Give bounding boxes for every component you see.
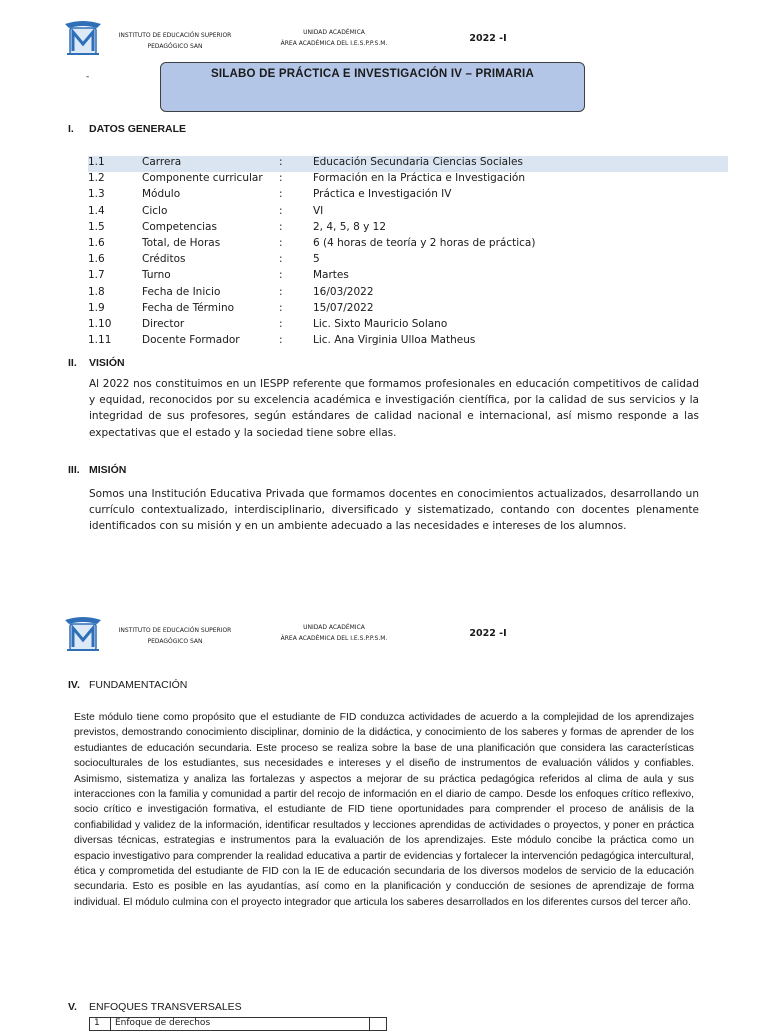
item-colon: : — [279, 220, 283, 233]
list-item — [88, 205, 728, 221]
section-title: VISIÓN — [89, 357, 125, 369]
mision-paragraph: Somos una Institución Educativa Privada que formamos docentes en conocimientos actualizados, desarrollando un currículo contextualizado, interdisciplinario, diversificado y sistematizado, contando con docentes plenamente identificados con su misión y en un ambiente adecuado a las necesidades e intereses de los alumnos. — [89, 488, 699, 533]
institute-logo-icon — [63, 20, 103, 58]
item-value: Formación en la Práctica e Investigación — [313, 172, 525, 185]
unit-line-1: UNIDAD ACADÉMICA — [303, 29, 365, 36]
institute-line-2: PEDAGÓGICO SAN — [147, 638, 203, 645]
list-item — [88, 156, 728, 172]
table-row — [90, 1018, 387, 1031]
list-item — [88, 286, 728, 302]
institute-line-1: INSTITUTO DE EDUCACIÓN SUPERIOR — [118, 627, 232, 634]
item-label: Director — [142, 317, 185, 330]
list-item — [88, 253, 728, 269]
enfoque-extra-cell — [370, 1018, 387, 1031]
item-label: Docente Formador — [142, 334, 240, 347]
item-label: Componente curricular — [142, 172, 263, 185]
vision-paragraph: Al 2022 nos constituimos en un IESPP referente que formamos profesionales en educación competitivos de calidad y equidad, reconocidos por su excelencia académica e investigación científica, por la calidad de sus servicios y la integridad de sus profesores, según estándares de calidad nacional e internacional, así mismo responde a las expectativas que el estado y la sociedad tiene sobre ellas. — [89, 378, 699, 439]
item-colon: : — [279, 285, 283, 298]
item-label: Créditos — [142, 253, 186, 266]
section-heading-vision — [68, 357, 125, 369]
fundamentacion-paragraph: Este módulo tiene como propósito que el estudiante de FID conduzca actividades de acuerdo a la complejidad de los aprendizajes previstos, demostrando conocimiento disciplinar, dominio de la didáctica, y conocimiento de los saberes y formas de aprender de los estudiantes de educación secundaria. Este proceso se realiza sobre la base de una planificación que considera las características socioculturales de los estudiantes, sus necesidades e intereses y el diseño de instrumentos de evaluación válidos y confiables. Asimismo, sistematiza y analiza las fortalezas y aspectos a mejorar de su práctica pedagógica referidos al clima de aula y sus interacciones con la familia y comunidad a partir del recojo de información en el diario de campo. Desde los enfoques crítico reflexivo, socio crítico e investigación formativa, el estudiante de FID tiene oportunidades para comprender el proceso de análisis de la confiabilidad y validez de la información, identificar resultados y lecciones aprendidas de actividades o proyectos, y poner en práctica diversas técnicas, estrategias e instrumentos para la evaluación de los aprendizajes. Este módulo concibe la práctica como un espacio investigativo para comprender la realidad educativa a partir de evidencias y fortalecer la intervención pedagógica intercultural, ética y comprometida del estudiante de FID con la IE de educación secundaria de los diversos modelos de servicio de la educación secundaria. Esto es posible en las ayudantías, así como en la planificación y conducción de sesiones de aprendizaje de forma individual. El módulo culmina con el proyecto integrador que articula los saberes desarrollados en los diferentes cursos del tercer año. — [74, 712, 694, 908]
item-number: 1.11 — [88, 334, 112, 347]
item-colon: : — [279, 301, 283, 314]
list-item — [88, 318, 728, 334]
list-item — [88, 221, 728, 237]
unit-line-2: ÁREA ACADÉMICA DEL I.E.S.P.P.S.M. — [280, 40, 388, 47]
item-number: 1.6 — [88, 236, 105, 249]
item-number: 1.5 — [88, 220, 105, 233]
general-data-list — [88, 156, 728, 350]
section-heading-mision — [68, 464, 126, 476]
item-label: Fecha de Inicio — [142, 285, 221, 298]
item-number: 1.6 — [88, 253, 105, 266]
item-colon: : — [279, 156, 283, 168]
institute-line-1: INSTITUTO DE EDUCACIÓN SUPERIOR — [118, 32, 232, 39]
item-value: Martes — [313, 269, 349, 282]
item-value: 6 (4 horas de teoría y 2 horas de práctica) — [313, 236, 536, 249]
enfoque-label: Enfoque de derechos — [111, 1018, 370, 1031]
section-title: MISIÓN — [89, 464, 127, 476]
item-number: 1.4 — [88, 204, 105, 217]
section-number: II. — [68, 357, 77, 369]
document-title-box — [160, 62, 585, 112]
enfoque-number: 1 — [90, 1018, 111, 1031]
list-item — [88, 269, 728, 285]
section-number: III. — [68, 464, 80, 476]
institute-name — [112, 30, 238, 52]
item-value: 5 — [313, 253, 320, 266]
list-item — [88, 172, 728, 188]
section-number: I. — [68, 123, 74, 135]
section-number: V. — [68, 1001, 77, 1013]
item-number: 1.10 — [88, 317, 112, 330]
section-title: FUNDAMENTACIÓN — [89, 679, 188, 691]
item-number: 1.3 — [88, 188, 105, 201]
item-label: Total, de Horas — [142, 236, 221, 249]
item-value: VI — [313, 204, 324, 217]
item-number: 1.9 — [88, 301, 105, 314]
item-value: Lic. Sixto Mauricio Solano — [313, 317, 448, 330]
stray-dash: - — [86, 72, 90, 82]
item-colon: : — [279, 204, 283, 217]
item-value: Lic. Ana Virginia Ulloa Matheus — [313, 334, 476, 347]
list-item — [88, 334, 728, 350]
section-heading-datos — [68, 123, 186, 135]
item-value: Práctica e Investigación IV — [313, 188, 452, 201]
item-colon: : — [279, 188, 283, 201]
item-label: Módulo — [142, 188, 181, 201]
academic-year: 2022 -I — [469, 33, 507, 44]
item-value: 15/07/2022 — [313, 301, 374, 314]
item-value: Educación Secundaria Ciencias Sociales — [313, 156, 523, 168]
item-number: 1.1 — [88, 156, 105, 168]
academic-year: 2022 -I — [469, 628, 507, 639]
document-title: SILABO DE PRÁCTICA E INVESTIGACIÓN IV – PRIMARIA — [211, 68, 534, 80]
unit-line-2: ÁREA ACADÉMICA DEL I.E.S.P.P.S.M. — [280, 635, 388, 642]
section-title: ENFOQUES TRANSVERSALES — [89, 1001, 242, 1013]
item-number: 1.2 — [88, 172, 105, 185]
institute-line-2: PEDAGÓGICO SAN — [147, 43, 203, 50]
section-heading-enfoques — [68, 1001, 242, 1013]
item-colon: : — [279, 317, 283, 330]
list-item — [88, 302, 728, 318]
item-label: Turno — [142, 269, 171, 282]
item-label: Carrera — [142, 156, 182, 168]
item-label: Ciclo — [142, 204, 168, 217]
item-colon: : — [279, 334, 283, 347]
institute-logo-icon — [63, 616, 103, 654]
item-colon: : — [279, 236, 283, 249]
section-title: DATOS GENERALE — [89, 123, 187, 135]
list-item — [88, 237, 728, 253]
academic-unit — [262, 27, 406, 49]
enfoques-table — [89, 1017, 387, 1031]
institute-name — [112, 625, 238, 647]
list-item — [88, 188, 728, 204]
section-heading-fundamentacion — [68, 679, 187, 691]
item-colon: : — [279, 172, 283, 185]
item-label: Competencias — [142, 220, 217, 233]
item-value: 16/03/2022 — [313, 285, 374, 298]
item-label: Fecha de Término — [142, 301, 235, 314]
item-colon: : — [279, 253, 283, 266]
unit-line-1: UNIDAD ACADÉMICA — [303, 624, 365, 631]
academic-unit — [262, 622, 406, 644]
item-colon: : — [279, 269, 283, 282]
item-number: 1.8 — [88, 285, 105, 298]
section-number: IV. — [68, 679, 80, 691]
item-value: 2, 4, 5, 8 y 12 — [313, 220, 386, 233]
item-number: 1.7 — [88, 269, 105, 282]
